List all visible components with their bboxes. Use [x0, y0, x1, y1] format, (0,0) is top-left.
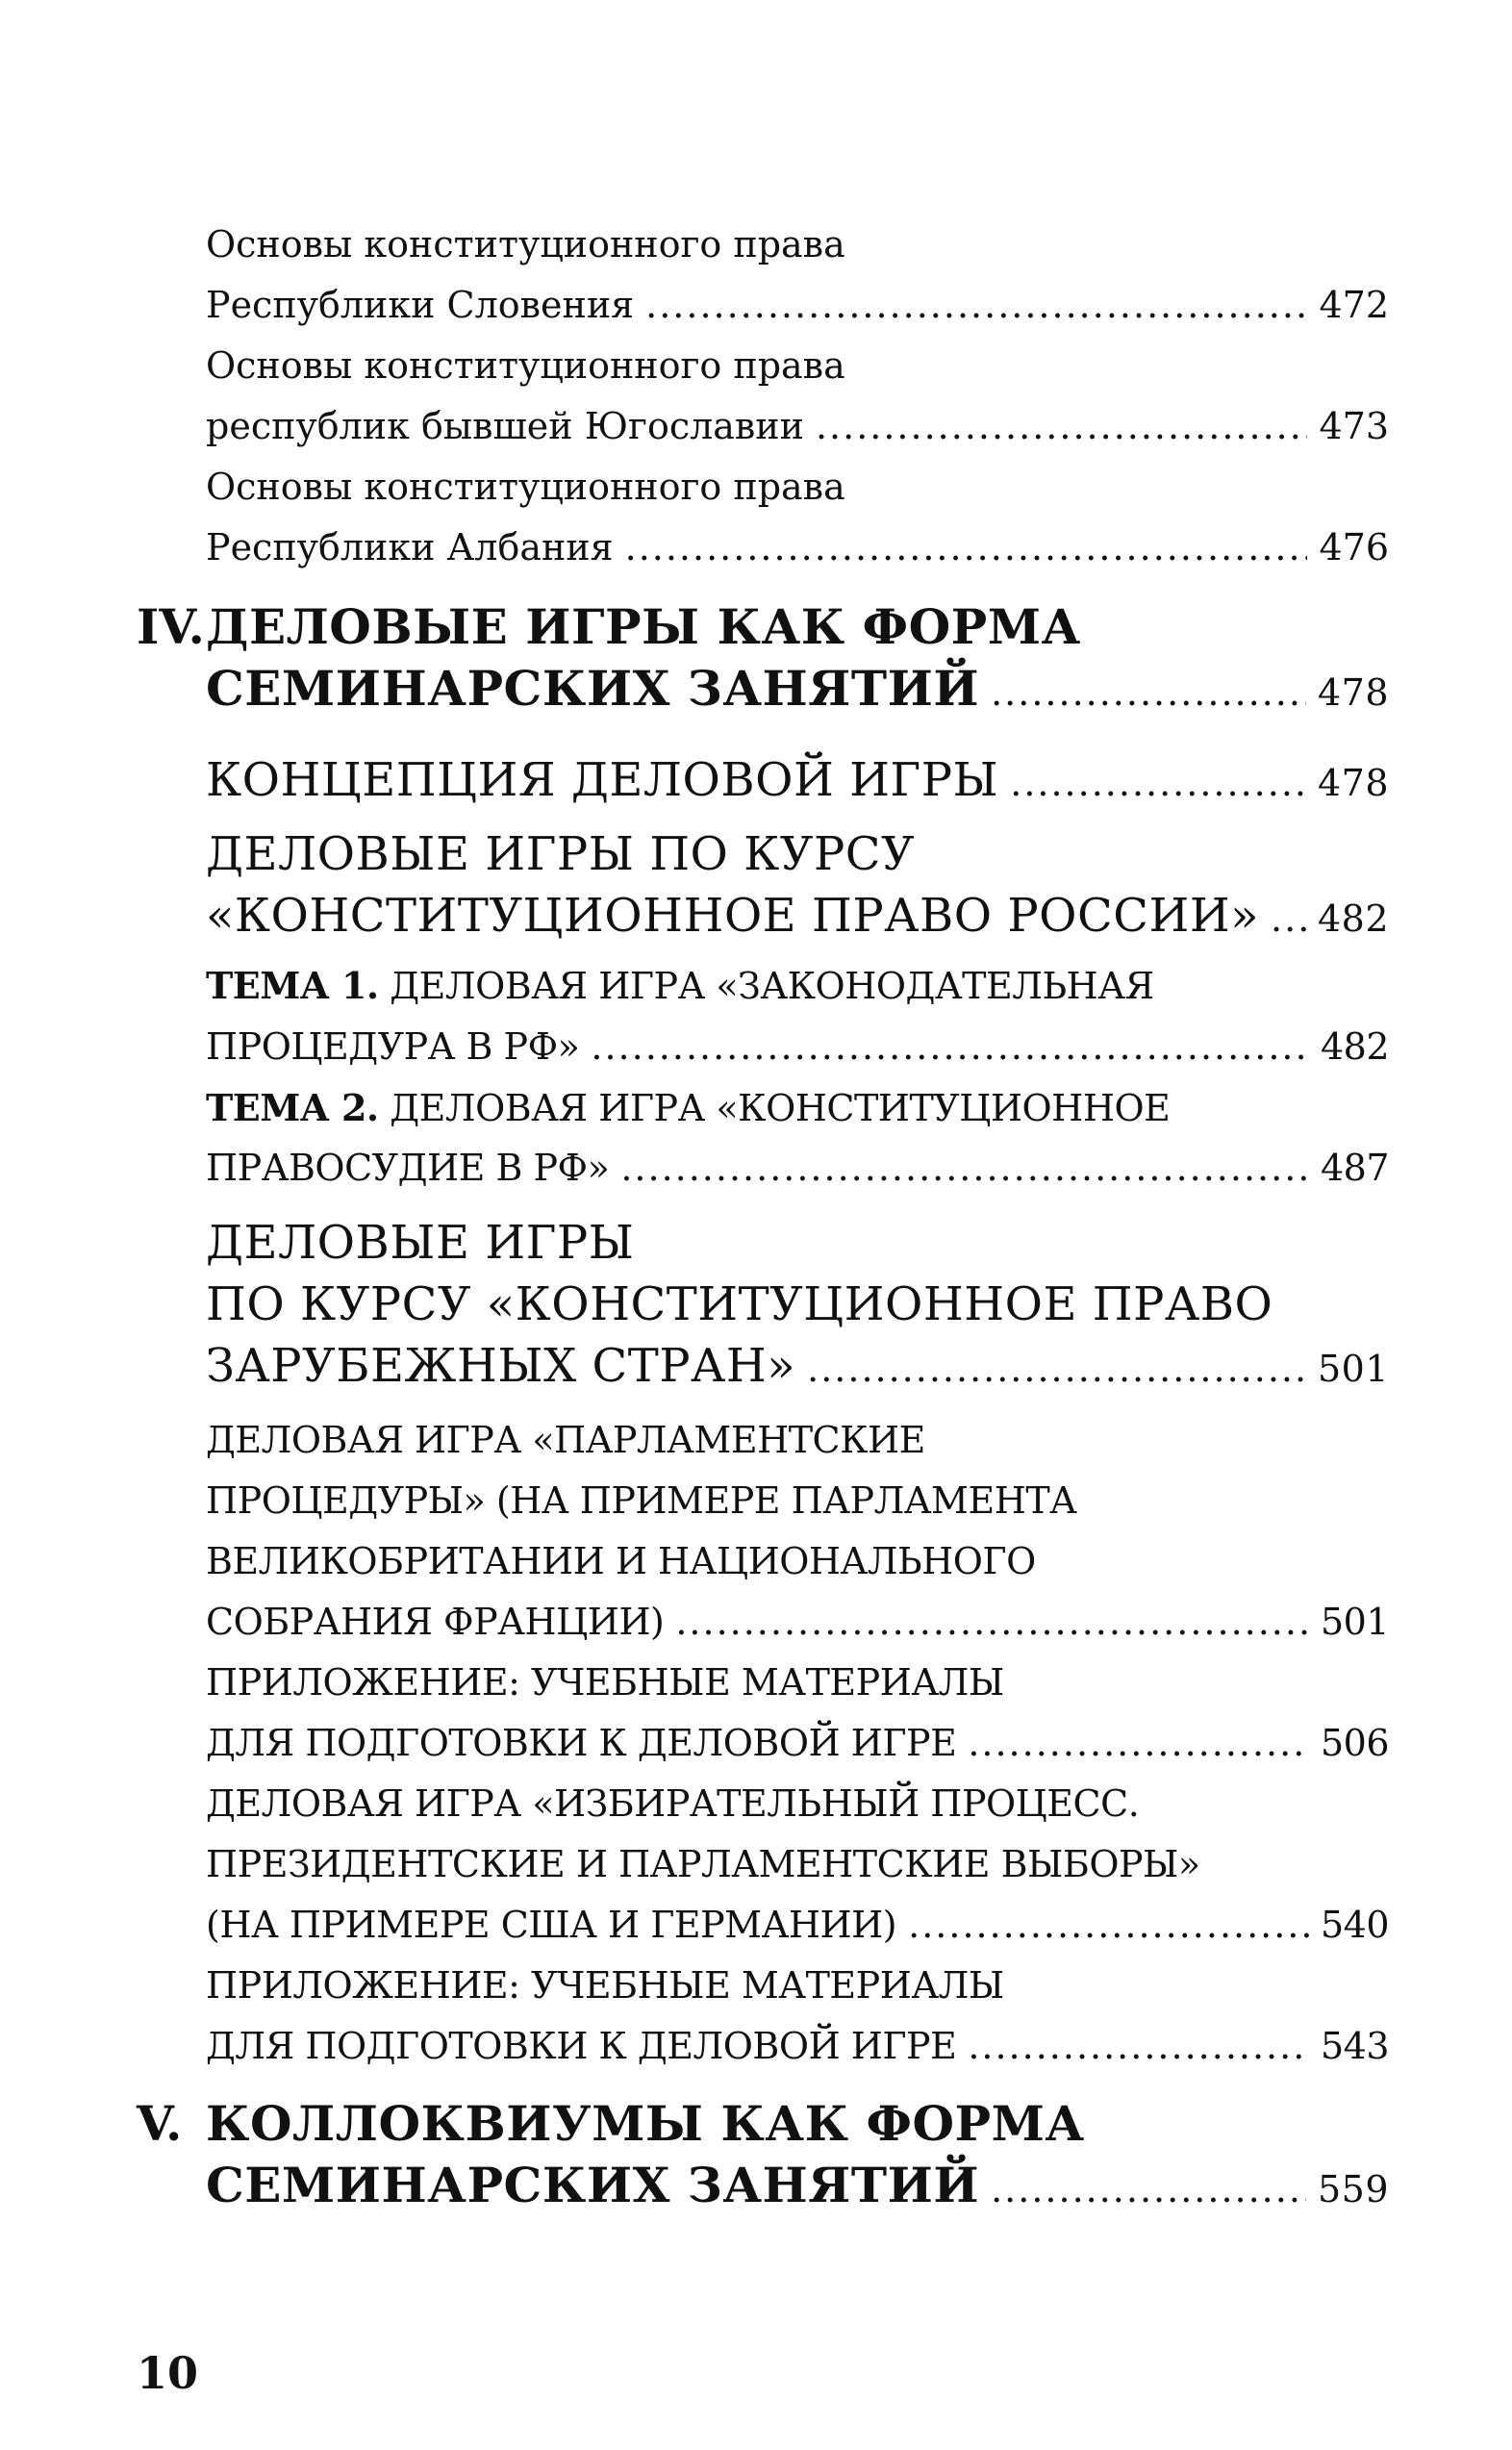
- toc-entry-line: [206, 827, 1389, 881]
- section-heading-line: [206, 2095, 1389, 2152]
- leader-dots: [625, 528, 1308, 568]
- toc-entry-line: [206, 1479, 1389, 1522]
- leader-dots: [968, 1724, 1309, 1764]
- toc-entry-title: ПРОЦЕДУРЫ» (НА ПРИМЕРЕ ПАРЛАМЕНТА: [206, 1479, 1077, 1522]
- toc-entry-title: Основы конституционного права: [206, 466, 845, 508]
- toc-entry-title: ДЕЛОВЫЕ ИГРЫ ПО КУРСУ: [206, 827, 916, 881]
- toc-entry-title: ПРЕЗИДЕНТСКИЕ И ПАРЛАМЕНТСКИЕ ВЫБОРЫ»: [206, 1843, 1200, 1885]
- toc-entry-title: [206, 1086, 1170, 1129]
- toc-page-number: 543: [1320, 2025, 1389, 2067]
- toc-page-number: 472: [1319, 284, 1389, 326]
- toc-entry-title: Основы конституционного права: [206, 223, 845, 265]
- toc-entry-title: ДЕЛОВЫЕ ИГРЫ: [206, 1216, 635, 1270]
- toc-page-number: 476: [1319, 526, 1389, 568]
- toc-entry[interactable]: [206, 1339, 1389, 1393]
- section-heading-line: [206, 598, 1389, 655]
- toc-entry-title: [206, 964, 1154, 1007]
- section-title: СЕМИНАРСКИХ ЗАНЯТИЙ: [206, 2157, 980, 2213]
- toc-page-number: 506: [1320, 1722, 1389, 1764]
- leader-dots: [991, 2170, 1306, 2210]
- toc-entry-title: ДЕЛОВАЯ ИГРА «ИЗБИРАТЕЛЬНЫЙ ПРОЦЕСС.: [206, 1782, 1140, 1825]
- toc-page-number: 473: [1319, 405, 1389, 447]
- toc-entry-line: [206, 1843, 1389, 1885]
- toc-page-number: 559: [1317, 2168, 1389, 2210]
- toc-entry-title: Республики Словения: [206, 284, 635, 326]
- topic-label: ТЕМА 1.: [206, 964, 379, 1007]
- toc-page-number: 482: [1320, 1025, 1389, 1068]
- leader-dots: [1271, 899, 1306, 940]
- toc-entry-title: ПРОЦЕДУРА В РФ»: [206, 1025, 580, 1068]
- topic-label: ТЕМА 2.: [206, 1086, 379, 1129]
- toc-entry-title: ПРИЛОЖЕНИЕ: УЧЕБНЫЕ МАТЕРИАЛЫ: [206, 1964, 1004, 2007]
- toc-entry-title: ПО КУРСУ «КОНСТИТУЦИОННОЕ ПРАВО: [206, 1277, 1273, 1331]
- page-number: 10: [137, 2347, 199, 2399]
- leader-dots: [620, 1149, 1309, 1189]
- toc-page-number: 478: [1317, 762, 1389, 804]
- toc-entry-line: [206, 466, 1389, 508]
- toc-entry-title: Республики Албания: [206, 526, 614, 568]
- toc-entry-title: ЗАРУБЕЖНЫХ СТРАН»: [206, 1339, 796, 1393]
- toc-entry-title: ВЕЛИКОБРИТАНИИ И НАЦИОНАЛЬНОГО: [206, 1540, 1036, 1582]
- section-title: СЕМИНАРСКИХ ЗАНЯТИЙ: [206, 660, 980, 717]
- toc-entry-title: ПРАВОСУДИЕ В РФ»: [206, 1147, 610, 1189]
- toc-entry-title: (НА ПРИМЕРЕ США И ГЕРМАНИИ): [206, 1904, 897, 1946]
- toc-entry-title: СОБРАНИЯ ФРАНЦИИ): [206, 1601, 665, 1643]
- toc-entry[interactable]: [206, 1722, 1389, 1764]
- toc-entry-title: ДЛЯ ПОДГОТОВКИ К ДЕЛОВОЙ ИГРЕ: [206, 1722, 957, 1764]
- toc-entry-line: [206, 1419, 1389, 1461]
- toc-entry-title: республик бывшей Югославии: [206, 405, 804, 447]
- toc-entry-line: [206, 1277, 1389, 1331]
- toc-entry[interactable]: [206, 1147, 1389, 1189]
- toc-entry-line: [206, 344, 1389, 387]
- leader-dots: [675, 1603, 1309, 1643]
- toc-entry-title: «КОНСТИТУЦИОННОЕ ПРАВО РОССИИ»: [206, 889, 1260, 943]
- leader-dots: [591, 1027, 1309, 1068]
- toc-page-number: 540: [1320, 1904, 1389, 1946]
- leader-dots: [645, 286, 1307, 326]
- topic-title: ДЕЛОВАЯ ИГРА «КОНСТИТУЦИОННОЕ: [378, 1087, 1171, 1129]
- toc-entry-line: [206, 1964, 1389, 2007]
- toc-page-number: 501: [1317, 1348, 1389, 1390]
- toc-page-number: 478: [1317, 671, 1389, 714]
- toc-entry-title: КОНЦЕПЦИЯ ДЕЛОВОЙ ИГРЫ: [206, 753, 999, 807]
- topic-title: ДЕЛОВАЯ ИГРА «ЗАКОНОДАТЕЛЬНАЯ: [378, 965, 1154, 1007]
- section-number: IV.: [137, 598, 205, 655]
- toc-entry-line: [206, 1086, 1389, 1129]
- toc-entry[interactable]: [206, 889, 1389, 943]
- toc-page-number: 487: [1320, 1147, 1389, 1189]
- leader-dots: [1010, 764, 1306, 804]
- leader-dots: [807, 1350, 1306, 1390]
- toc-entry-title: Основы конституционного права: [206, 344, 845, 387]
- toc-entry-title: ДЛЯ ПОДГОТОВКИ К ДЕЛОВОЙ ИГРЕ: [206, 2025, 957, 2067]
- toc-entry[interactable]: [206, 284, 1389, 326]
- toc-entry-line: [206, 223, 1389, 265]
- toc-entry[interactable]: [206, 1904, 1389, 1946]
- toc-entry-line: [206, 1782, 1389, 1825]
- toc-entry-title: ДЕЛОВАЯ ИГРА «ПАРЛАМЕНТСКИЕ: [206, 1419, 925, 1461]
- toc-entry[interactable]: [206, 526, 1389, 568]
- section-title: ДЕЛОВЫЕ ИГРЫ КАК ФОРМА: [206, 598, 1081, 655]
- toc-entry[interactable]: [206, 1025, 1389, 1068]
- section-heading[interactable]: [206, 660, 1389, 717]
- section-heading[interactable]: [206, 2157, 1389, 2213]
- leader-dots: [908, 1906, 1309, 1946]
- toc-entry-title: ПРИЛОЖЕНИЕ: УЧЕБНЫЕ МАТЕРИАЛЫ: [206, 1661, 1004, 1704]
- section-title: КОЛЛОКВИУМЫ КАК ФОРМА: [206, 2095, 1085, 2152]
- toc-page-number: 482: [1317, 897, 1389, 940]
- leader-dots: [991, 673, 1306, 714]
- toc-entry[interactable]: [206, 405, 1389, 447]
- toc-entry[interactable]: [206, 2025, 1389, 2067]
- toc-entry-line: [206, 1540, 1389, 1582]
- toc-page-number: 501: [1320, 1601, 1389, 1643]
- leader-dots: [968, 2027, 1309, 2067]
- toc-entry-line: [206, 1661, 1389, 1704]
- toc-entry-line: [206, 1216, 1389, 1270]
- section-number: V.: [137, 2095, 183, 2152]
- toc-entry[interactable]: [206, 1601, 1389, 1643]
- toc-entry[interactable]: [206, 753, 1389, 807]
- leader-dots: [816, 407, 1308, 447]
- toc-entry-line: [206, 964, 1389, 1007]
